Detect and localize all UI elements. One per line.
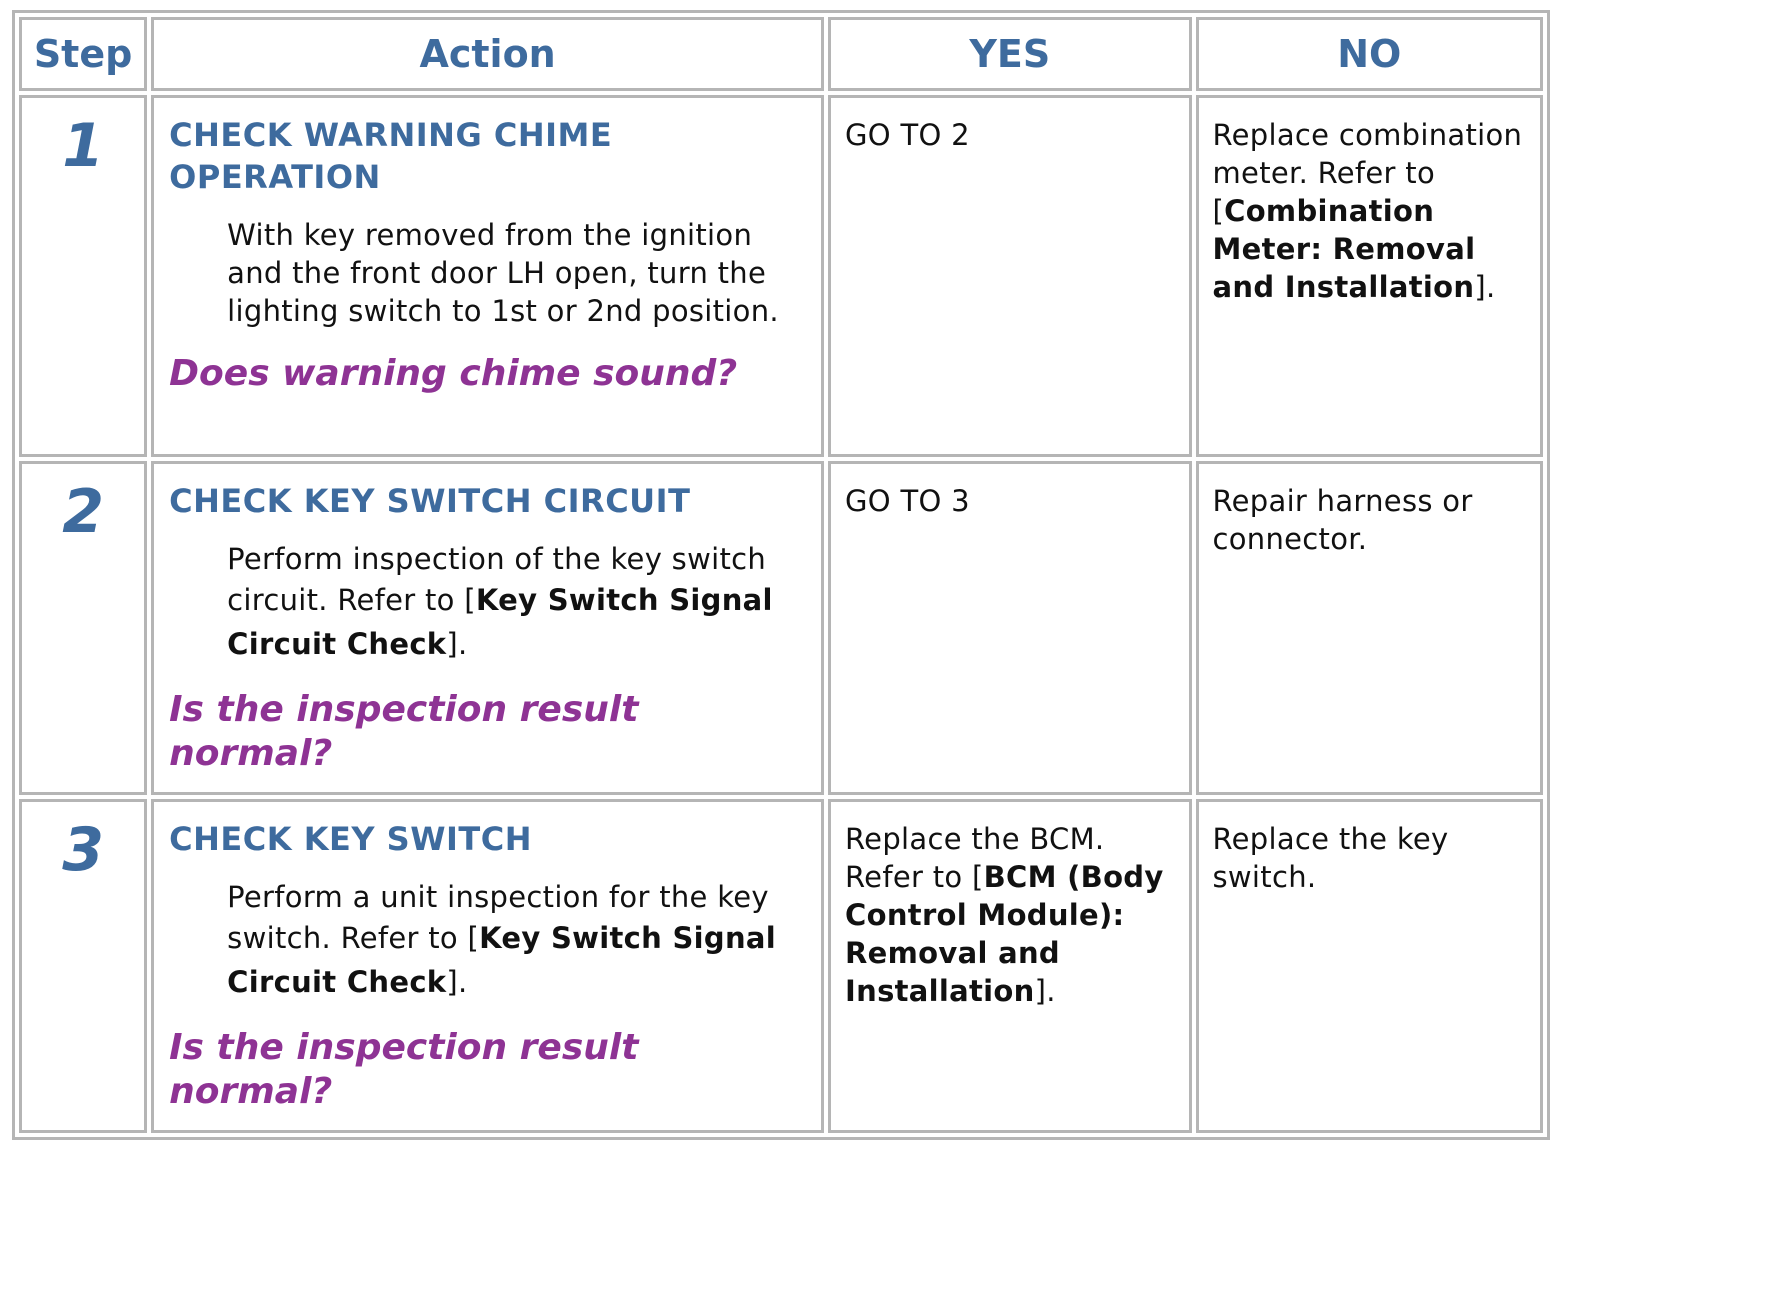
diagnostic-procedure-table xyxy=(12,10,1550,1140)
ref-open-bracket: [ xyxy=(971,860,984,894)
no-result xyxy=(1196,95,1544,457)
table-row xyxy=(19,461,1543,795)
action-cell xyxy=(151,799,824,1133)
step-number: 1 xyxy=(19,95,147,457)
instruction-text: Perform a unit inspection for the key switch. Refer to xyxy=(227,880,769,955)
ref-close-bracket: ]. xyxy=(1474,270,1496,304)
header-no: NO xyxy=(1196,17,1544,91)
no-result-text: Repair harness or connector. xyxy=(1212,484,1473,556)
instruction-text: Perform inspection of the key switch circuit. Refer to xyxy=(227,542,767,617)
yes-result xyxy=(828,799,1191,1133)
ref-close-bracket: ]. xyxy=(1034,974,1056,1008)
ref-open-bracket: [ xyxy=(467,921,480,955)
check-title: CHECK KEY SWITCH xyxy=(169,820,533,858)
action-cell xyxy=(151,461,824,795)
ref-open-bracket: [ xyxy=(1212,194,1225,228)
table-row xyxy=(19,799,1543,1133)
header-action: Action xyxy=(151,17,824,91)
header-step: Step xyxy=(19,17,147,91)
check-question: Is the inspection result normal? xyxy=(169,689,639,774)
check-title: CHECK KEY SWITCH CIRCUIT xyxy=(169,482,691,520)
reference-link[interactable]: BCM (Body Control Module): Removal and Installation xyxy=(845,860,1164,1008)
header-yes: YES xyxy=(828,17,1191,91)
action-cell xyxy=(151,95,824,457)
check-question: Is the inspection result normal? xyxy=(169,1027,639,1112)
check-instruction xyxy=(227,878,807,1004)
check-instruction: With key removed from the ignition and the front door LH open, turn the lighting switch to 1st or 2nd position. xyxy=(227,218,779,328)
check-question: Does warning chime sound? xyxy=(169,353,738,394)
no-result-text: Replace the key switch. xyxy=(1212,822,1449,894)
no-result-text: Replace combination meter. Refer to xyxy=(1212,118,1523,190)
check-instruction xyxy=(227,540,807,666)
yes-result-text: GO TO 2 xyxy=(845,118,970,152)
yes-result xyxy=(828,95,1191,457)
reference-link[interactable]: Key Switch Signal Circuit Check xyxy=(227,583,773,661)
no-result xyxy=(1196,799,1544,1133)
no-result xyxy=(1196,461,1544,795)
check-title: CHECK WARNING CHIME OPERATION xyxy=(169,116,613,196)
yes-result-text: GO TO 3 xyxy=(845,484,970,518)
ref-close-bracket: ]. xyxy=(446,965,468,999)
ref-close-bracket: ]. xyxy=(446,627,468,661)
reference-link[interactable]: Key Switch Signal Circuit Check xyxy=(227,921,777,999)
yes-result-text: Replace the BCM. Refer to xyxy=(845,822,1105,894)
ref-open-bracket: [ xyxy=(464,583,476,617)
step-number: 2 xyxy=(19,461,147,795)
yes-result xyxy=(828,461,1191,795)
step-number: 3 xyxy=(19,799,147,1133)
table-header-row xyxy=(19,17,1543,91)
reference-link[interactable]: Combination Meter: Removal and Installation xyxy=(1212,194,1476,304)
table-row xyxy=(19,95,1543,457)
